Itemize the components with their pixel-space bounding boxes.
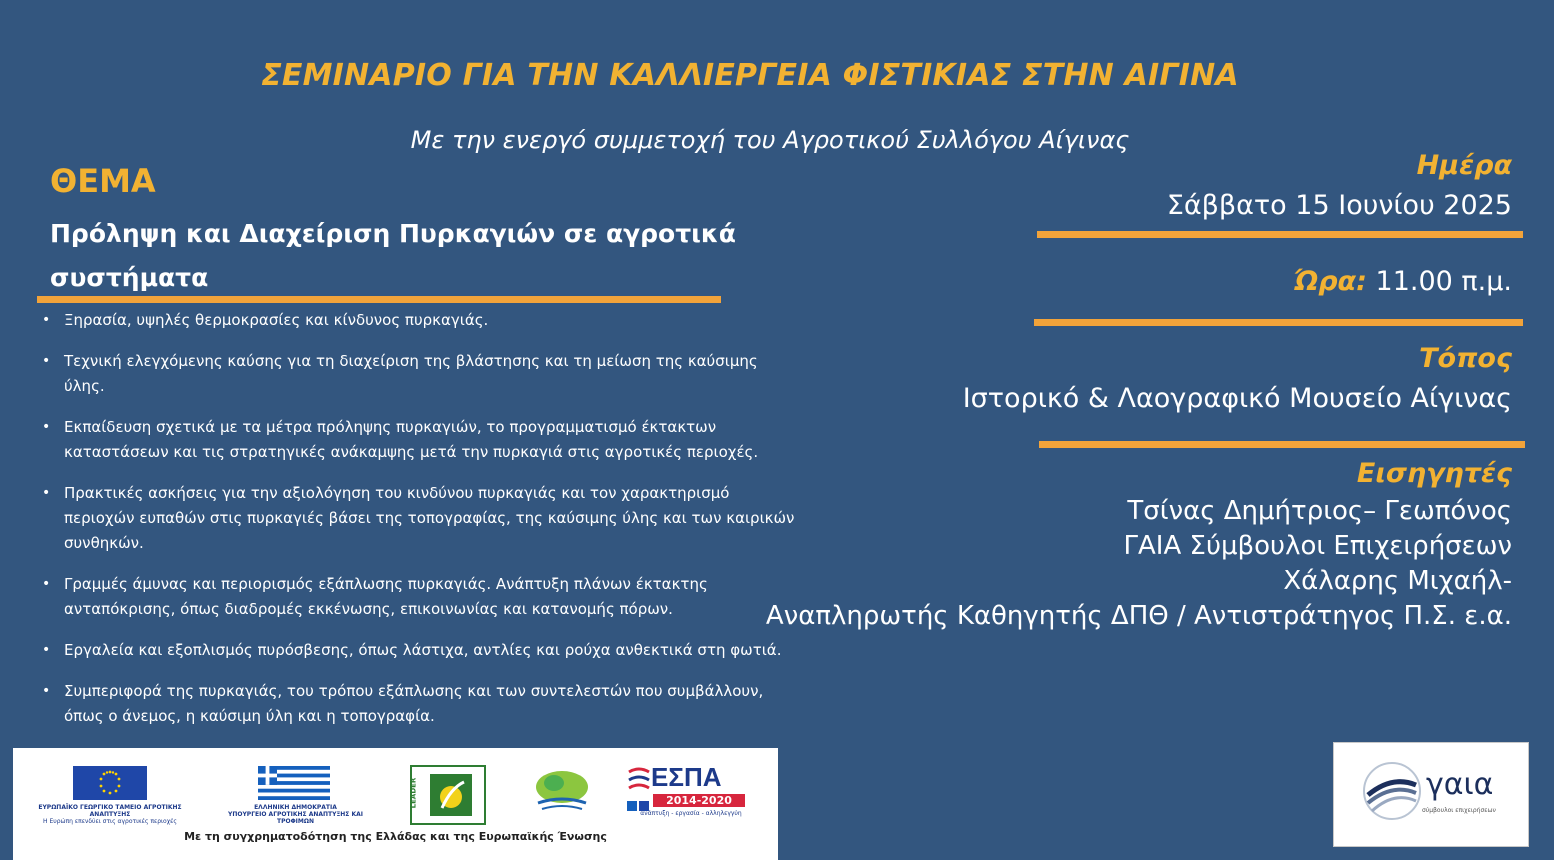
place-divider bbox=[1039, 441, 1525, 448]
gr-caption bbox=[213, 804, 378, 825]
gr-caption-line: ΕΛΛΗΝΙΚΗ ΔΗΜΟΚΡΑΤΙΑ bbox=[254, 804, 337, 811]
list-item: • Πρακτικές ασκήσεις για την αξιολόγηση του κινδύνου πυρκαγιάς και τον χαρακτηρισμό περιοχών ευπαθών στις πυρκαγιές βάσει της τοπογραφίας, της καύσιμης ύλης και των καιρικών συνθηκών. bbox=[40, 481, 800, 556]
time-label: Ώρα: bbox=[1294, 266, 1367, 297]
espa-years: 2014-2020 bbox=[666, 794, 732, 807]
list-item: • Τεχνική ελεγχόμενης καύσης για τη διαχείριση της βλάστησης και τη μείωση της καύσιμης ύλης. bbox=[40, 349, 800, 399]
day-value: Σάββατο 15 Ιουνίου 2025 bbox=[1166, 190, 1512, 221]
list-item: • Εργαλεία και εξοπλισμός πυρόσβεσης, όπως λάστιχα, αντλίες και ρούχα ανθεκτικά στη φωτιά. bbox=[40, 638, 800, 663]
sponsor-logos-panel bbox=[13, 748, 778, 860]
topic-label: ΘΕΜΑ bbox=[50, 162, 156, 200]
eu-caption-line: Η Ευρώπη επενδύει στις αγροτικές περιοχές bbox=[43, 818, 177, 825]
espa-waves-icon bbox=[627, 766, 651, 794]
seminar-subtitle: Με την ενεργό συμμετοχή του Αγροτικού Συλλόγου Αίγινας bbox=[410, 126, 1130, 154]
espa-text: ΕΣΠΑ bbox=[651, 762, 722, 792]
time-value: 11.00 π.μ. bbox=[1375, 266, 1512, 297]
eu-caption-line: ΕΥΡΩΠΑΪΚΟ ΓΕΩΡΓΙΚΟ ΤΑΜΕΙΟ ΑΓΡΟΤΙΚΗΣ ΑΝΑΠΤΥΞΗΣ bbox=[38, 804, 182, 818]
place-value: Ιστορικό & Λαογραφικό Μουσείο Αίγινας bbox=[962, 383, 1512, 414]
speaker-line: Αναπληρωτής Καθηγητής ΔΠΘ / Αντιστράτηγος Π.Σ. ε.α. bbox=[765, 601, 1512, 631]
eu-caption bbox=[25, 804, 195, 825]
speaker-line: Τσίνας Δημήτριος– Γεωπόνος bbox=[1127, 496, 1512, 526]
eu-flag-logo bbox=[73, 766, 147, 800]
day-divider bbox=[1037, 231, 1523, 238]
place-label: Τόπος bbox=[1419, 343, 1512, 374]
gaia-logo-panel bbox=[1333, 742, 1529, 847]
gr-caption-line: ΥΠΟΥΡΓΕΙΟ ΑΓΡΟΤΙΚΗΣ ΑΝΑΠΤΥΞΗΣ ΚΑΙ ΤΡΟΦΙΜΩΝ bbox=[228, 811, 363, 825]
list-item: • Γραμμές άμυνας και περιορισμός εξάπλωσης πυρκαγιάς. Ανάπτυξη πλάνων έκτακτης ανταπόκρισης, όπως διαδρομές εκκένωσης, επικοινωνίας και κατανομής πόρων. bbox=[40, 572, 800, 622]
speaker-line: Χάλαρης Μιχαήλ- bbox=[1283, 566, 1512, 596]
leader-text: LEADER bbox=[409, 777, 418, 809]
seminar-title: ΣΕΜΙΝΑΡΙΟ ΓΙΑ ΤΗΝ ΚΑΛΛΙΕΡΓΕΙΑ ΦΙΣΤΙΚΙΑΣ ΣΤΗΝ ΑΙΓΙΝΑ bbox=[261, 58, 1239, 93]
greek-flag-icon bbox=[258, 766, 330, 800]
speakers-list bbox=[766, 494, 1512, 634]
speakers-label: Εισηγητές bbox=[1356, 458, 1512, 489]
topic-divider bbox=[37, 296, 721, 303]
regional-island-icon bbox=[524, 765, 600, 821]
list-item: • Εκπαίδευση σχετικά με τα μέτρα πρόληψης πυρκαγιών, το προγραμματισμό έκτακτων καταστάσεων και τις στρατηγικές ανάκαμψης μετά την πυρκαγιά στις αγροτικές περιοχές. bbox=[40, 415, 800, 465]
leader-logo bbox=[410, 765, 486, 825]
espa-years-bar bbox=[653, 794, 745, 807]
regional-logo bbox=[524, 765, 600, 821]
speaker-line: ΓΑΙΑ Σύμβουλοι Επιχειρήσεων bbox=[1123, 531, 1512, 561]
greek-flag-logo bbox=[258, 766, 330, 800]
gaia-tagline: σύμβουλοι επιχειρήσεων bbox=[1422, 807, 1496, 814]
eu-stars-icon bbox=[73, 766, 147, 800]
leader-leaf-icon bbox=[426, 770, 476, 820]
list-item: • Συμπεριφορά της πυρκαγιάς, του τρόπου εξάπλωσης και των συντελεστών που συμβάλλουν, όπως ο άνεμος, η καύσιμη ύλη και η τοπογραφία. bbox=[40, 679, 800, 729]
time-row bbox=[1294, 266, 1512, 297]
topic-bullet-list bbox=[40, 308, 800, 745]
espa-flags bbox=[627, 796, 649, 806]
time-divider bbox=[1034, 319, 1523, 326]
list-item: • Ξηρασία, υψηλές θερμοκρασίες και κίνδυνος πυρκαγιάς. bbox=[40, 308, 800, 333]
gaia-sphere-icon bbox=[1362, 761, 1422, 821]
espa-logo bbox=[625, 762, 749, 824]
espa-tagline: ανάπτυξη - εργασία - αλληλεγγύη bbox=[640, 810, 742, 817]
day-label: Ημέρα bbox=[1416, 150, 1512, 181]
cofunding-text: Με τη συγχρηματοδότηση της Ελλάδας και της Ευρωπαϊκής Ένωσης bbox=[184, 830, 607, 843]
topic-title: Πρόληψη και Διαχείριση Πυρκαγιών σε αγροτικά συστήματα bbox=[50, 219, 736, 292]
gaia-name: γαια bbox=[1426, 767, 1494, 802]
